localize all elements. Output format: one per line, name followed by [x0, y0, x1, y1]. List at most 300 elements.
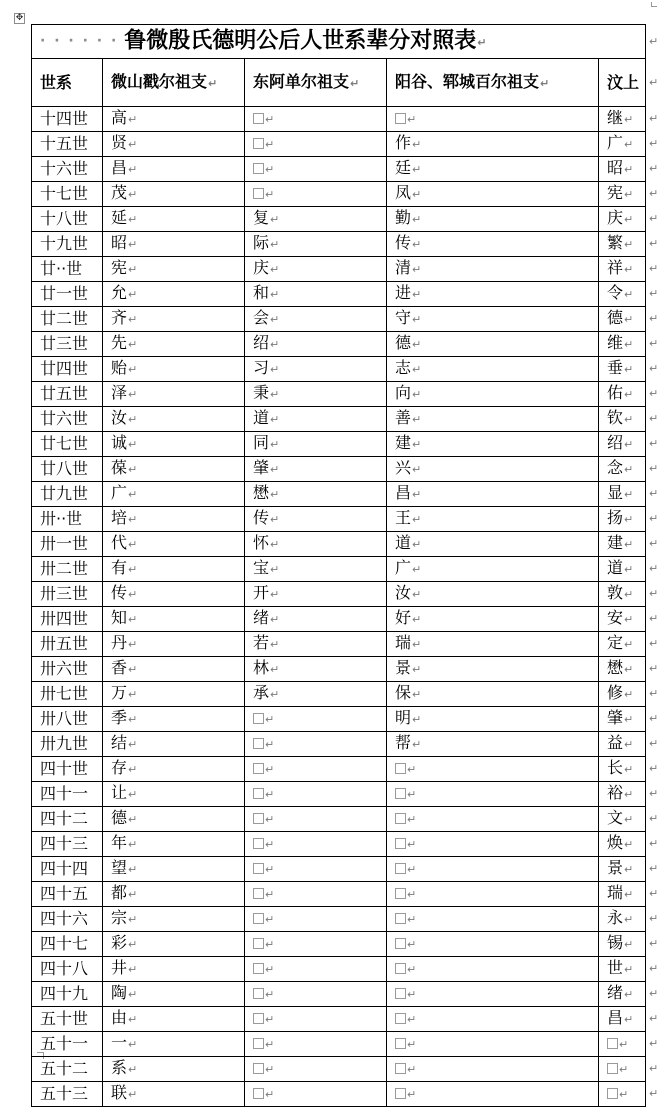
dong-e-cell[interactable]	[245, 432, 387, 457]
dong-e-cell[interactable]	[245, 1032, 387, 1057]
table-row	[32, 107, 646, 132]
header-cell-weishan[interactable]	[103, 59, 245, 107]
weishan-cell[interactable]	[103, 157, 245, 182]
empty-cell-marker	[253, 988, 264, 999]
weishan-cell[interactable]	[103, 982, 245, 1007]
yanggu-yuncheng-cell[interactable]	[387, 457, 599, 482]
dong-e-cell[interactable]	[245, 807, 387, 832]
paragraph-mark: ↵	[270, 663, 280, 676]
dong-e-cell[interactable]	[245, 132, 387, 157]
wenshang-cell[interactable]	[599, 507, 646, 532]
yanggu-yuncheng-cell[interactable]	[387, 682, 599, 707]
paragraph-mark: ↵	[128, 788, 138, 801]
dong-e-cell[interactable]	[245, 682, 387, 707]
paragraph-mark: ↵	[128, 163, 138, 176]
paragraph-mark: ↵	[128, 338, 138, 351]
yanggu-yuncheng-cell[interactable]	[387, 307, 599, 332]
generation-cell[interactable]	[32, 707, 103, 732]
weishan-cell[interactable]	[103, 407, 245, 432]
weishan-cell[interactable]	[103, 107, 245, 132]
yanggu-yuncheng-cell[interactable]	[387, 557, 599, 582]
table-row	[32, 332, 646, 357]
row-end-mark: ↵	[649, 762, 659, 775]
wenshang-cell[interactable]	[599, 1032, 646, 1057]
generation-cell[interactable]	[32, 632, 103, 657]
yanggu-yuncheng-cell[interactable]	[387, 882, 599, 907]
weishan-cell[interactable]	[103, 757, 245, 782]
generation-cell[interactable]	[32, 907, 103, 932]
dong-e-cell[interactable]	[245, 1082, 387, 1107]
yanggu-yuncheng-cell[interactable]	[387, 532, 599, 557]
paragraph-mark: ↵	[265, 938, 275, 951]
paragraph-mark: ↵	[412, 738, 422, 751]
yanggu-yuncheng-cell[interactable]	[387, 907, 599, 932]
cell-text: 传	[111, 583, 128, 602]
generation-cell[interactable]	[32, 232, 103, 257]
cell-text: 敦	[607, 583, 624, 602]
weishan-cell[interactable]	[103, 1082, 245, 1107]
dong-e-cell[interactable]	[245, 407, 387, 432]
cell-text: 延	[111, 208, 128, 227]
table-row	[32, 932, 646, 957]
weishan-cell[interactable]	[103, 232, 245, 257]
wenshang-cell[interactable]	[599, 1082, 646, 1107]
weishan-cell[interactable]	[103, 207, 245, 232]
header-cell-wenshang[interactable]	[599, 59, 646, 107]
cell-text: 诚	[111, 433, 128, 452]
weishan-cell[interactable]	[103, 307, 245, 332]
yanggu-yuncheng-cell[interactable]	[387, 1007, 599, 1032]
dong-e-cell[interactable]	[245, 357, 387, 382]
weishan-cell[interactable]	[103, 132, 245, 157]
wenshang-cell[interactable]	[599, 282, 646, 307]
dong-e-cell[interactable]	[245, 282, 387, 307]
weishan-cell[interactable]	[103, 907, 245, 932]
weishan-cell[interactable]	[103, 257, 245, 282]
weishan-cell[interactable]	[103, 557, 245, 582]
table-row	[32, 957, 646, 982]
table-move-handle[interactable]: ✥	[15, 13, 24, 23]
dong-e-cell[interactable]	[245, 757, 387, 782]
yanggu-yuncheng-cell[interactable]	[387, 957, 599, 982]
weishan-cell[interactable]	[103, 632, 245, 657]
generation-cell[interactable]	[32, 657, 103, 682]
weishan-cell[interactable]	[103, 682, 245, 707]
cell-text: 传	[395, 233, 412, 252]
paragraph-mark: ↵	[128, 213, 138, 226]
wenshang-cell[interactable]	[599, 932, 646, 957]
dong-e-cell[interactable]	[245, 907, 387, 932]
dong-e-cell[interactable]	[245, 1007, 387, 1032]
cell-text: 廷	[395, 158, 412, 177]
paragraph-mark: ↵	[128, 113, 138, 126]
yanggu-yuncheng-cell[interactable]	[387, 382, 599, 407]
dong-e-cell[interactable]	[245, 882, 387, 907]
cell-text: 文	[607, 808, 624, 827]
dong-e-cell[interactable]	[245, 832, 387, 857]
yanggu-yuncheng-cell[interactable]	[387, 857, 599, 882]
cell-text: 佑	[607, 383, 624, 402]
cell-text: 长	[607, 758, 624, 777]
dong-e-cell[interactable]	[245, 1057, 387, 1082]
dong-e-cell[interactable]	[245, 732, 387, 757]
generation-cell[interactable]	[32, 1007, 103, 1032]
wenshang-cell[interactable]	[599, 632, 646, 657]
dong-e-cell[interactable]	[245, 532, 387, 557]
dong-e-cell[interactable]	[245, 107, 387, 132]
yanggu-yuncheng-cell[interactable]	[387, 507, 599, 532]
paragraph-mark: ↵	[407, 863, 417, 876]
paragraph-mark: ↵	[128, 288, 138, 301]
paragraph-mark: ↵	[265, 1013, 275, 1026]
yanggu-yuncheng-cell[interactable]	[387, 782, 599, 807]
generation-cell[interactable]	[32, 607, 103, 632]
dong-e-cell[interactable]	[245, 207, 387, 232]
dong-e-cell[interactable]	[245, 632, 387, 657]
generation-cell[interactable]	[32, 957, 103, 982]
empty-cell-marker	[607, 1063, 618, 1074]
generation-cell[interactable]	[32, 932, 103, 957]
paragraph-mark: ↵	[412, 363, 422, 376]
generation-cell[interactable]	[32, 257, 103, 282]
paragraph-mark: ↵	[270, 213, 280, 226]
table-row	[32, 132, 646, 157]
generation-cell[interactable]	[32, 1082, 103, 1107]
yanggu-yuncheng-cell[interactable]	[387, 432, 599, 457]
yanggu-yuncheng-cell[interactable]	[387, 607, 599, 632]
wenshang-cell[interactable]	[599, 807, 646, 832]
yanggu-yuncheng-cell[interactable]	[387, 482, 599, 507]
yanggu-yuncheng-cell[interactable]	[387, 707, 599, 732]
weishan-cell[interactable]	[103, 357, 245, 382]
paragraph-mark: ↵	[128, 1063, 138, 1076]
dong-e-cell[interactable]	[245, 557, 387, 582]
table-row	[32, 432, 646, 457]
table-row	[32, 182, 646, 207]
wenshang-cell[interactable]	[599, 332, 646, 357]
dong-e-cell[interactable]	[245, 582, 387, 607]
yanggu-yuncheng-cell[interactable]	[387, 832, 599, 857]
generation-cell[interactable]	[32, 682, 103, 707]
weishan-cell[interactable]	[103, 482, 245, 507]
table-row	[32, 207, 646, 232]
cell-text: 德	[111, 808, 128, 827]
weishan-cell[interactable]	[103, 957, 245, 982]
cell-text: 五十世	[40, 1009, 89, 1028]
generation-cell[interactable]	[32, 782, 103, 807]
generation-cell[interactable]	[32, 482, 103, 507]
cell-text: 好	[395, 608, 412, 627]
cell-text: 绍	[253, 333, 270, 352]
cell-text: 绪	[607, 983, 624, 1002]
weishan-cell[interactable]	[103, 732, 245, 757]
wenshang-cell[interactable]	[599, 357, 646, 382]
row-end-mark: ↵	[649, 462, 659, 475]
cell-text: 怀	[253, 533, 270, 552]
wenshang-cell[interactable]	[599, 732, 646, 757]
generation-cell[interactable]	[32, 532, 103, 557]
wenshang-cell[interactable]	[599, 182, 646, 207]
yanggu-yuncheng-cell[interactable]	[387, 357, 599, 382]
generation-cell[interactable]	[32, 207, 103, 232]
header-label: 汶上	[607, 72, 640, 92]
generation-cell[interactable]	[32, 107, 103, 132]
wenshang-cell[interactable]	[599, 782, 646, 807]
weishan-cell[interactable]	[103, 457, 245, 482]
wenshang-cell[interactable]	[599, 532, 646, 557]
yanggu-yuncheng-cell[interactable]	[387, 757, 599, 782]
yanggu-yuncheng-cell[interactable]	[387, 132, 599, 157]
dong-e-cell[interactable]	[245, 857, 387, 882]
generation-cell[interactable]	[32, 982, 103, 1007]
cell-text: 习	[253, 358, 270, 377]
weishan-cell[interactable]	[103, 382, 245, 407]
generation-cell[interactable]	[32, 132, 103, 157]
wenshang-cell[interactable]	[599, 307, 646, 332]
paragraph-mark: ↵	[624, 763, 634, 776]
dong-e-cell[interactable]	[245, 332, 387, 357]
empty-cell-marker	[253, 913, 264, 924]
empty-cell-marker	[395, 1038, 406, 1049]
wenshang-cell[interactable]	[599, 482, 646, 507]
paragraph-mark: ↵	[128, 263, 138, 276]
yanggu-yuncheng-cell[interactable]	[387, 982, 599, 1007]
header-cell-generation[interactable]	[32, 59, 103, 107]
generation-cell[interactable]	[32, 507, 103, 532]
wenshang-cell[interactable]	[599, 382, 646, 407]
wenshang-cell[interactable]	[599, 857, 646, 882]
cell-text: 德	[395, 333, 412, 352]
yanggu-yuncheng-cell[interactable]	[387, 332, 599, 357]
cell-text: 都	[111, 883, 128, 902]
yanggu-yuncheng-cell[interactable]	[387, 257, 599, 282]
generation-cell[interactable]	[32, 857, 103, 882]
wenshang-cell[interactable]	[599, 957, 646, 982]
weishan-cell[interactable]	[103, 1032, 245, 1057]
generation-cell[interactable]	[32, 432, 103, 457]
weishan-cell[interactable]	[103, 182, 245, 207]
cell-text: 卅七世	[40, 684, 89, 703]
dong-e-cell[interactable]	[245, 457, 387, 482]
weishan-cell[interactable]	[103, 1057, 245, 1082]
yanggu-yuncheng-cell[interactable]	[387, 207, 599, 232]
wenshang-cell[interactable]	[599, 907, 646, 932]
table-row	[32, 757, 646, 782]
yanggu-yuncheng-cell[interactable]	[387, 1082, 599, 1107]
paragraph-mark: ↵	[412, 188, 422, 201]
wenshang-cell[interactable]	[599, 132, 646, 157]
dong-e-cell[interactable]	[245, 982, 387, 1007]
dong-e-cell[interactable]	[245, 707, 387, 732]
paragraph-mark: ↵	[412, 288, 422, 301]
dong-e-cell[interactable]	[245, 957, 387, 982]
paragraph-mark: ↵	[624, 113, 634, 126]
weishan-cell[interactable]	[103, 332, 245, 357]
generation-cell[interactable]	[32, 582, 103, 607]
cell-text: 贤	[111, 133, 128, 152]
empty-cell-marker	[253, 763, 264, 774]
weishan-cell[interactable]	[103, 932, 245, 957]
paragraph-mark: ↵	[624, 938, 634, 951]
yanggu-yuncheng-cell[interactable]	[387, 932, 599, 957]
weishan-cell[interactable]	[103, 707, 245, 732]
row-end-mark: ↵	[649, 287, 659, 300]
paragraph-mark: ↵	[412, 538, 422, 551]
generation-cell[interactable]	[32, 382, 103, 407]
wenshang-cell[interactable]	[599, 757, 646, 782]
generation-cell[interactable]	[32, 157, 103, 182]
cell-text: 懋	[253, 483, 270, 502]
header-cell-dong-e[interactable]	[245, 59, 387, 107]
weishan-cell[interactable]	[103, 807, 245, 832]
cell-text: 焕	[607, 833, 624, 852]
table-row	[32, 307, 646, 332]
wenshang-cell[interactable]	[599, 1007, 646, 1032]
yanggu-yuncheng-cell[interactable]	[387, 107, 599, 132]
cell-text: 丹	[111, 633, 128, 652]
weishan-cell[interactable]	[103, 582, 245, 607]
weishan-cell[interactable]	[103, 832, 245, 857]
dong-e-cell[interactable]	[245, 782, 387, 807]
dong-e-cell[interactable]	[245, 157, 387, 182]
wenshang-cell[interactable]	[599, 557, 646, 582]
paragraph-mark: ↵	[624, 263, 634, 276]
wenshang-cell[interactable]	[599, 407, 646, 432]
cell-text: 十六世	[40, 159, 89, 178]
generation-cell[interactable]	[32, 557, 103, 582]
table-row	[32, 682, 646, 707]
generation-cell[interactable]	[32, 307, 103, 332]
wenshang-cell[interactable]	[599, 1057, 646, 1082]
dong-e-cell[interactable]	[245, 232, 387, 257]
paragraph-mark: ↵	[128, 688, 138, 701]
paragraph-mark: ↵	[407, 1038, 417, 1051]
wenshang-cell[interactable]	[599, 207, 646, 232]
empty-cell-marker	[395, 988, 406, 999]
weishan-cell[interactable]	[103, 432, 245, 457]
dong-e-cell[interactable]	[245, 932, 387, 957]
generation-cell[interactable]	[32, 1057, 103, 1082]
weishan-cell[interactable]	[103, 507, 245, 532]
cell-text: 宝	[253, 558, 270, 577]
generation-cell[interactable]	[32, 332, 103, 357]
paragraph-mark: ↵	[265, 113, 275, 126]
row-end-mark: ↵	[649, 987, 659, 1000]
cell-text: 帮	[395, 733, 412, 752]
wenshang-cell[interactable]	[599, 432, 646, 457]
yanggu-yuncheng-cell[interactable]	[387, 1032, 599, 1057]
dong-e-cell[interactable]	[245, 257, 387, 282]
table-row	[32, 507, 646, 532]
generation-cell[interactable]	[32, 1032, 103, 1057]
generation-cell[interactable]	[32, 832, 103, 857]
yanggu-yuncheng-cell[interactable]	[387, 407, 599, 432]
title-cell[interactable]	[32, 25, 646, 59]
wenshang-cell[interactable]	[599, 832, 646, 857]
weishan-cell[interactable]	[103, 1007, 245, 1032]
paragraph-mark: ↵	[128, 588, 138, 601]
wenshang-cell[interactable]	[599, 982, 646, 1007]
dong-e-cell[interactable]	[245, 182, 387, 207]
wenshang-cell[interactable]	[599, 882, 646, 907]
paragraph-mark: ↵	[270, 413, 280, 426]
dong-e-cell[interactable]	[245, 657, 387, 682]
dong-e-cell[interactable]	[245, 307, 387, 332]
weishan-cell[interactable]	[103, 282, 245, 307]
cell-text: 廿二世	[40, 309, 89, 328]
cell-text: 钦	[607, 408, 624, 427]
dong-e-cell[interactable]	[245, 482, 387, 507]
wenshang-cell[interactable]	[599, 157, 646, 182]
yanggu-yuncheng-cell[interactable]	[387, 807, 599, 832]
wenshang-cell[interactable]	[599, 257, 646, 282]
paragraph-mark: ↵	[128, 963, 138, 976]
wenshang-cell[interactable]	[599, 607, 646, 632]
weishan-cell[interactable]	[103, 782, 245, 807]
generation-cell[interactable]	[32, 757, 103, 782]
yanggu-yuncheng-cell[interactable]	[387, 732, 599, 757]
yanggu-yuncheng-cell[interactable]	[387, 282, 599, 307]
paragraph-mark: ↵	[208, 76, 218, 90]
cell-text: 井	[111, 958, 128, 977]
generation-cell[interactable]	[32, 807, 103, 832]
dong-e-cell[interactable]	[245, 607, 387, 632]
weishan-cell[interactable]	[103, 657, 245, 682]
dong-e-cell[interactable]	[245, 507, 387, 532]
weishan-cell[interactable]	[103, 532, 245, 557]
cell-text: 十七世	[40, 184, 89, 203]
yanggu-yuncheng-cell[interactable]	[387, 582, 599, 607]
wenshang-cell[interactable]	[599, 107, 646, 132]
paragraph-mark: ↵	[270, 463, 280, 476]
dong-e-cell[interactable]	[245, 382, 387, 407]
generation-cell[interactable]	[32, 457, 103, 482]
yanggu-yuncheng-cell[interactable]	[387, 232, 599, 257]
yanggu-yuncheng-cell[interactable]	[387, 632, 599, 657]
wenshang-cell[interactable]	[599, 582, 646, 607]
wenshang-cell[interactable]	[599, 657, 646, 682]
generation-cell[interactable]	[32, 882, 103, 907]
cell-text: 锡	[607, 933, 624, 952]
paragraph-mark: ↵	[407, 1013, 417, 1026]
wenshang-cell[interactable]	[599, 682, 646, 707]
cell-text: 廿九世	[40, 484, 89, 503]
yanggu-yuncheng-cell[interactable]	[387, 157, 599, 182]
weishan-cell[interactable]	[103, 857, 245, 882]
header-cell-yanggu-yuncheng[interactable]	[387, 59, 599, 107]
weishan-cell[interactable]	[103, 882, 245, 907]
paragraph-mark: ↵	[265, 963, 275, 976]
wenshang-cell[interactable]	[599, 457, 646, 482]
paragraph-mark: ↵	[128, 413, 138, 426]
cell-text: 肇	[253, 458, 270, 477]
generation-cell[interactable]	[32, 357, 103, 382]
paragraph-mark: ↵	[128, 1038, 138, 1051]
yanggu-yuncheng-cell[interactable]	[387, 1057, 599, 1082]
generation-cell[interactable]	[32, 732, 103, 757]
wenshang-cell[interactable]	[599, 232, 646, 257]
cell-text: 宪	[111, 258, 128, 277]
generation-cell[interactable]	[32, 407, 103, 432]
generation-cell[interactable]	[32, 182, 103, 207]
weishan-cell[interactable]	[103, 607, 245, 632]
yanggu-yuncheng-cell[interactable]	[387, 657, 599, 682]
wenshang-cell[interactable]	[599, 707, 646, 732]
cell-text: 建	[395, 433, 412, 452]
yanggu-yuncheng-cell[interactable]	[387, 182, 599, 207]
paragraph-mark: ↵	[265, 1038, 275, 1051]
generation-cell[interactable]	[32, 282, 103, 307]
